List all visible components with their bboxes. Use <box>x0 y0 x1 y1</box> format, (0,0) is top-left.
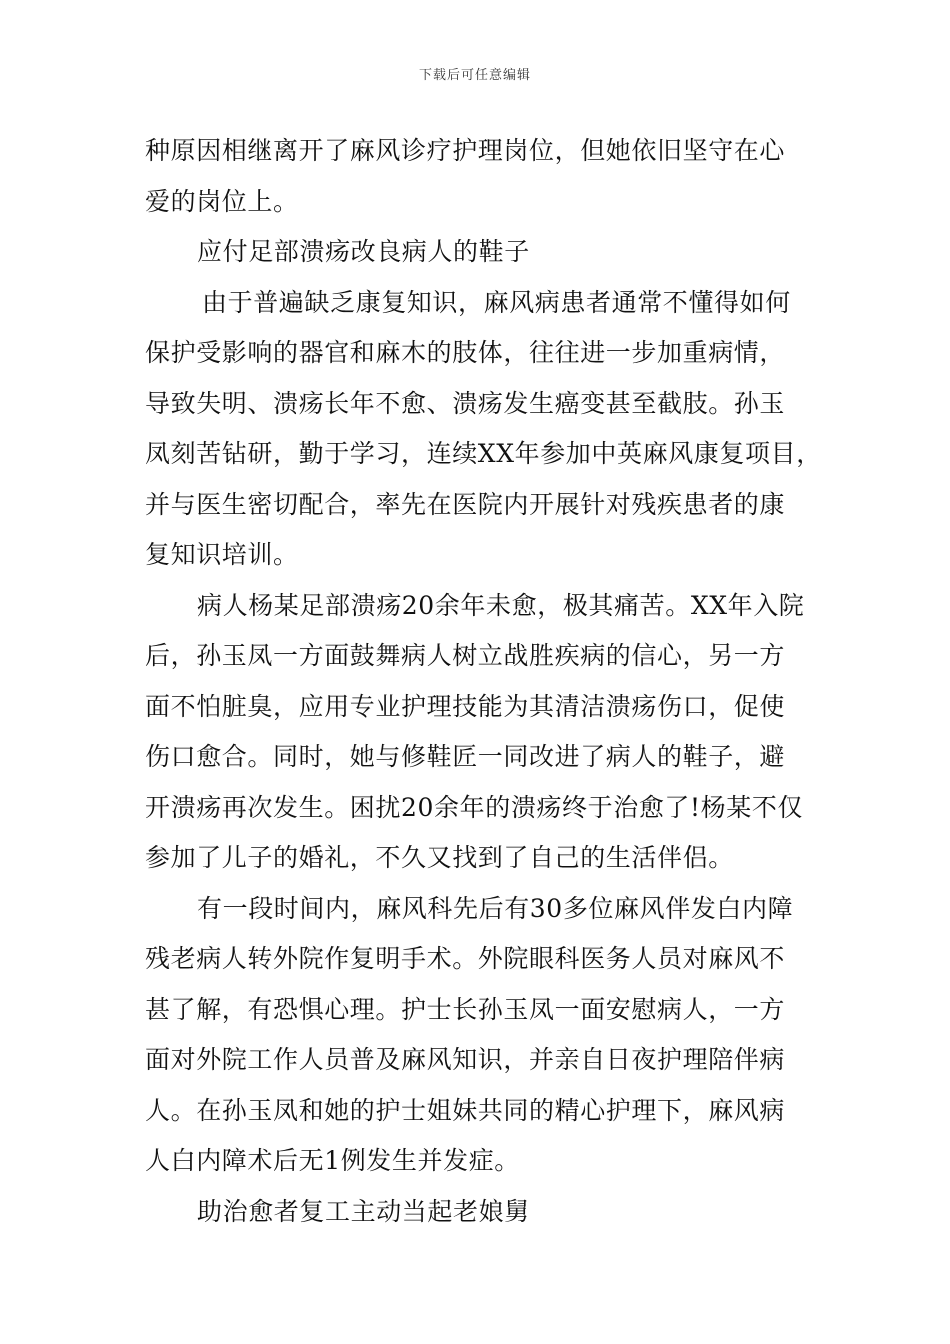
text-line: 面对外院工作人员普及麻风知识，并亲自日夜护理陪伴病 <box>145 1045 786 1074</box>
text-line: 残老病人转外院作复明手术。外院眼科医务人员对麻风不 <box>145 944 786 973</box>
text-line: 人白内障术后无1例发生并发症。 <box>145 1146 520 1175</box>
text-line: 病人杨某足部溃疡20余年未愈，极其痛苦。XX年入院 <box>197 590 805 620</box>
text-line: 种原因相继离开了麻风诊疗护理岗位，但她依旧坚守在心 <box>145 136 786 165</box>
text-line: 并与医生密切配合，率先在医院内开展针对残疾患者的康 <box>145 489 786 519</box>
text-line: 爱的岗位上。 <box>145 186 299 216</box>
document-body <box>145 126 835 1237</box>
text-line: 助治愈者复工主动当起老娘舅 <box>197 1196 530 1226</box>
text-line: 参加了儿子的婚礼，不久又找到了自己的生活伴侣。 <box>145 843 734 872</box>
text-line: 甚了解，有恐惧心理。护士长孙玉凤一面安慰病人，一方 <box>145 994 786 1024</box>
text-line: 人。在孙玉凤和她的护士姐妹共同的精心护理下，麻风病 <box>145 1095 786 1125</box>
text-line: 保护受影响的器官和麻木的肢体，往往进一步加重病情， <box>145 338 786 367</box>
text-line: 后，孙玉凤一方面鼓舞病人树立战胜疾病的信心，另一方 <box>145 641 786 670</box>
text-line: 导致失明、溃疡长年不愈、溃疡发生癌变甚至截肢。孙玉 <box>145 388 786 418</box>
text-line: 有一段时间内，麻风科先后有30多位麻风伴发白内障 <box>197 893 794 923</box>
text-line: 由于普遍缺乏康复知识，麻风病患者通常不懂得如何 <box>202 287 791 317</box>
text-line: 复知识培训。 <box>145 540 299 569</box>
text-line: 凤刻苦钻研，勤于学习，连续XX年参加中英麻风康复项目， <box>145 439 822 468</box>
text-line: 伤口愈合。同时，她与修鞋匠一同改进了病人的鞋子，避 <box>145 742 786 771</box>
text-line: 开溃疡再次发生。困扰20余年的溃疡终于治愈了!杨某不仅 <box>145 792 804 822</box>
page-header: 下载后可任意编辑 <box>418 68 531 83</box>
text-line: 应付足部溃疡改良病人的鞋子 <box>197 237 530 266</box>
text-line: 面不怕脏臭，应用专业护理技能为其清洁溃疡伤口，促使 <box>145 691 786 721</box>
